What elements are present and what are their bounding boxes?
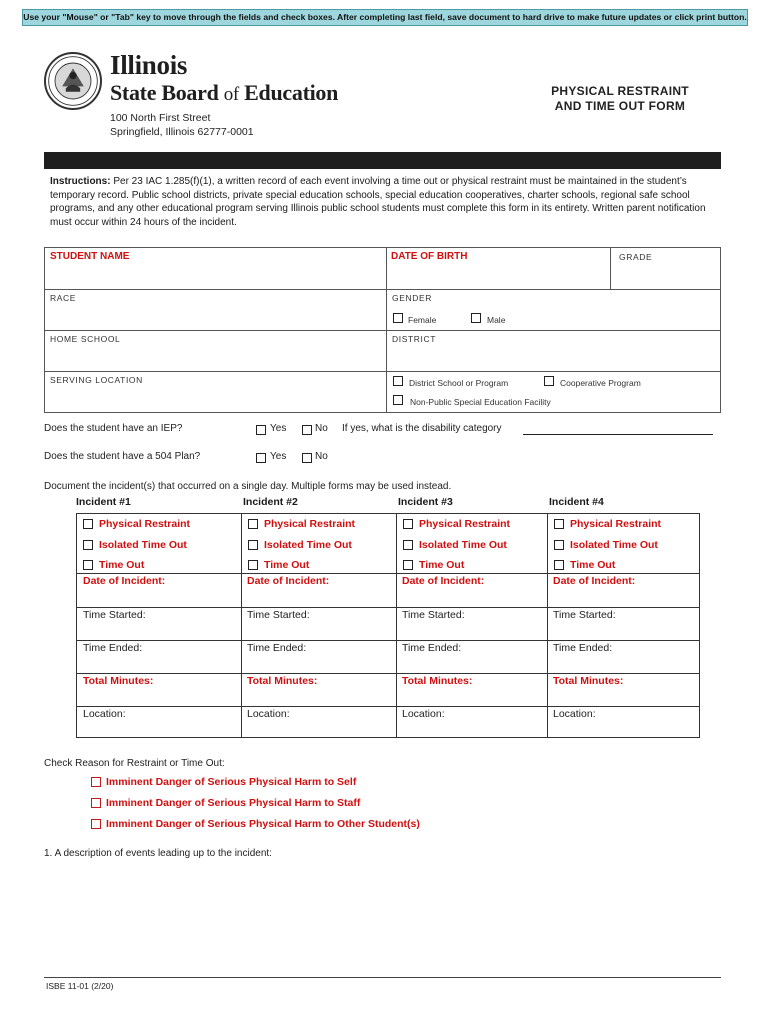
reason-other-students-checkbox[interactable] <box>91 819 101 829</box>
district-field[interactable] <box>386 330 721 372</box>
incident-4-time-out-checkbox[interactable] <box>554 560 564 570</box>
grid-divider <box>241 513 242 738</box>
incident-4-time-ended-label: Time Ended: <box>553 642 613 654</box>
incident-1-date-label: Date of Incident: <box>83 575 166 587</box>
incident-4-time-started-label: Time Started: <box>553 609 616 621</box>
plan-504-question: Does the student have a 504 Plan? <box>44 451 201 462</box>
incident-1-isolated-time-out-label: Isolated Time Out <box>99 539 187 551</box>
reason-other-students-label: Imminent Danger of Serious Physical Harm to Other Student(s) <box>106 818 420 830</box>
incident-2-total-minutes-label: Total Minutes: <box>247 675 318 687</box>
district-school-checkbox[interactable] <box>393 376 403 386</box>
incident-1-time-started-label: Time Started: <box>83 609 146 621</box>
incident-3-time-started-label: Time Started: <box>402 609 465 621</box>
incident-3-date-label: Date of Incident: <box>402 575 485 587</box>
district-label: DISTRICT <box>392 334 436 344</box>
form-title-line-2: AND TIME OUT FORM <box>554 99 686 113</box>
cooperative-program-label: Cooperative Program <box>560 378 641 388</box>
grid-row-line <box>76 573 700 574</box>
cooperative-program-checkbox[interactable] <box>544 376 554 386</box>
footer-rule <box>44 977 721 978</box>
incident-4-date-label: Date of Incident: <box>553 575 636 587</box>
home-school-label: HOME SCHOOL <box>50 334 121 344</box>
incident-2-time-started-label: Time Started: <box>247 609 310 621</box>
incident-3-isolated-time-out-checkbox[interactable] <box>403 540 413 550</box>
male-label: Male <box>487 315 506 325</box>
reason-self-label: Imminent Danger of Serious Physical Harm to Self <box>106 776 357 788</box>
grid-divider <box>396 513 397 738</box>
form-title-line-1: PHYSICAL RESTRAINT <box>551 84 689 98</box>
serving-location-label: SERVING LOCATION <box>50 375 143 385</box>
female-label: Female <box>408 315 437 325</box>
iep-no-label: No <box>315 423 328 434</box>
instructions-text: Instructions: Per 23 IAC 1.285(f)(1), a written record of each event involving a time out or physical restraint must be maintained in the student’s temporary record. Public school districts, private special education schools, special education cooperatives, charter schools, regional safe school programs, and any other educational program serving Illinois public school students must complete this form in its entirety. Written parent notification must occur within 24 hours of the incident. <box>50 176 706 228</box>
incident-3-physical-restraint-label: Physical Restraint <box>419 518 511 530</box>
incident-3-isolated-time-out-label: Isolated Time Out <box>419 539 507 551</box>
incident-2-time-ended-label: Time Ended: <box>247 642 307 654</box>
incident-4-isolated-time-out-checkbox[interactable] <box>554 540 564 550</box>
iep-question: Does the student have an IEP? <box>44 423 183 434</box>
incident-2-isolated-time-out-label: Isolated Time Out <box>264 539 352 551</box>
date-of-birth-label: DATE OF BIRTH <box>391 251 468 262</box>
reasons-heading: Check Reason for Restraint or Time Out: <box>44 758 225 769</box>
incident-2-physical-restraint-checkbox[interactable] <box>248 519 258 529</box>
race-field[interactable] <box>44 289 387 331</box>
incident-3-location-label: Location: <box>402 708 445 720</box>
district-school-label: District School or Program <box>409 378 509 388</box>
incident-1-time-ended-label: Time Ended: <box>83 642 143 654</box>
incident-4-location-label: Location: <box>553 708 596 720</box>
gender-label: GENDER <box>392 293 432 303</box>
incident-2-date-label: Date of Incident: <box>247 575 330 587</box>
incident-3-time-out-checkbox[interactable] <box>403 560 413 570</box>
grid-row-line <box>76 640 700 641</box>
incident-1-header: Incident #1 <box>76 496 131 508</box>
grid-divider <box>547 513 548 738</box>
non-public-facility-checkbox[interactable] <box>393 395 403 405</box>
incident-2-physical-restraint-label: Physical Restraint <box>264 518 356 530</box>
iep-no-checkbox[interactable] <box>302 425 312 435</box>
description-prompt: 1. A description of events leading up to the incident: <box>44 848 272 859</box>
reason-staff-label: Imminent Danger of Serious Physical Harm to Staff <box>106 797 361 809</box>
incidents-intro: Document the incident(s) that occurred on a single day. Multiple forms may be used instead. <box>44 481 452 492</box>
incident-2-isolated-time-out-checkbox[interactable] <box>248 540 258 550</box>
disability-category-label: If yes, what is the disability category <box>342 423 502 434</box>
instruction-banner: Use your "Mouse" or "Tab" key to move through the fields and check boxes. After completing last field, save document to hard drive to make future updates or click print button. <box>22 9 748 26</box>
incident-1-total-minutes-label: Total Minutes: <box>83 675 154 687</box>
incident-3-total-minutes-label: Total Minutes: <box>402 675 473 687</box>
incident-4-physical-restraint-checkbox[interactable] <box>554 519 564 529</box>
incident-2-location-label: Location: <box>247 708 290 720</box>
plan-504-no-label: No <box>315 451 328 462</box>
logo-subtitle: State Board of Education <box>110 80 339 105</box>
plan-504-yes-label: Yes <box>270 451 287 462</box>
incident-4-header: Incident #4 <box>549 496 604 508</box>
incident-1-isolated-time-out-checkbox[interactable] <box>83 540 93 550</box>
state-seal-logo <box>44 52 102 110</box>
incident-4-isolated-time-out-label: Isolated Time Out <box>570 539 658 551</box>
address-line-2: Springfield, Illinois 62777-0001 <box>110 126 254 138</box>
incident-4-time-out-label: Time Out <box>570 559 616 571</box>
grid-row-line <box>76 673 700 674</box>
plan-504-no-checkbox[interactable] <box>302 453 312 463</box>
incident-3-time-ended-label: Time Ended: <box>402 642 462 654</box>
address-line-1: 100 North First Street <box>110 112 211 124</box>
reason-staff-checkbox[interactable] <box>91 798 101 808</box>
non-public-facility-label: Non-Public Special Education Facility <box>410 397 551 407</box>
grid-row-line <box>76 607 700 608</box>
reason-self-checkbox[interactable] <box>91 777 101 787</box>
incident-2-time-out-checkbox[interactable] <box>248 560 258 570</box>
plan-504-yes-checkbox[interactable] <box>256 453 266 463</box>
incident-3-physical-restraint-checkbox[interactable] <box>403 519 413 529</box>
grid-row-line <box>76 706 700 707</box>
race-label: RACE <box>50 293 77 303</box>
logo-title: Illinois <box>110 50 188 80</box>
incident-4-total-minutes-label: Total Minutes: <box>553 675 624 687</box>
iep-yes-label: Yes <box>270 423 287 434</box>
incident-3-header: Incident #3 <box>398 496 453 508</box>
incident-2-header: Incident #2 <box>243 496 298 508</box>
form-number: ISBE 11-01 (2/20) <box>46 981 114 991</box>
iep-yes-checkbox[interactable] <box>256 425 266 435</box>
male-checkbox[interactable] <box>471 313 481 323</box>
section-bar <box>44 152 721 169</box>
incident-2-time-out-label: Time Out <box>264 559 310 571</box>
incident-1-location-label: Location: <box>83 708 126 720</box>
female-checkbox[interactable] <box>393 313 403 323</box>
grade-label: GRADE <box>619 252 653 262</box>
disability-category-input[interactable] <box>523 434 713 435</box>
incident-4-physical-restraint-label: Physical Restraint <box>570 518 662 530</box>
student-name-label: STUDENT NAME <box>50 251 130 262</box>
incident-1-time-out-checkbox[interactable] <box>83 560 93 570</box>
incident-1-physical-restraint-checkbox[interactable] <box>83 519 93 529</box>
incident-3-time-out-label: Time Out <box>419 559 465 571</box>
incident-1-physical-restraint-label: Physical Restraint <box>99 518 191 530</box>
incident-1-time-out-label: Time Out <box>99 559 145 571</box>
